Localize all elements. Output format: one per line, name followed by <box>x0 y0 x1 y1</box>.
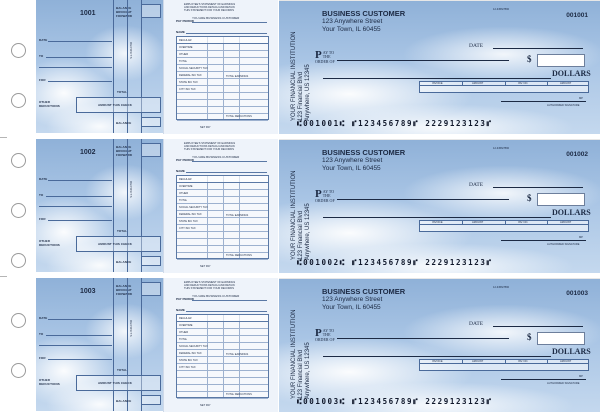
binder-hole <box>11 313 26 328</box>
binder-hole <box>11 253 26 268</box>
amount-box[interactable] <box>537 54 585 67</box>
bank-info: YOUR FINANCIAL INSTITUTION 123 Financial Blvd Anywhere, US 12345 <box>291 170 311 260</box>
payee-field[interactable] <box>337 60 509 61</box>
business-name: BUSINESS CUSTOMER <box>322 287 406 296</box>
invoice-memo-table <box>419 220 589 232</box>
total-deductions-label: TOTAL DEDUCTIONS <box>226 115 252 118</box>
business-name: BUSINESS CUSTOMER <box>322 9 406 18</box>
net-pay-label: NET PAY <box>200 404 211 407</box>
earnings-rows <box>177 37 268 121</box>
name-label: NAME <box>176 30 185 34</box>
check-number: 001002 <box>566 151 588 158</box>
earnings-row: REGULAR <box>177 176 268 183</box>
earnings-voucher <box>163 0 278 134</box>
other-deductions-label: OTHER DEDUCTIONS <box>39 100 60 108</box>
signature-field[interactable] <box>501 379 586 380</box>
dollars-label: DOLLARS <box>552 69 591 78</box>
stub-to-line <box>46 335 112 336</box>
business-address-2: Your Town, IL 60455 <box>322 165 381 172</box>
stub-to-label: TO <box>39 193 44 197</box>
perforation-mark <box>0 137 7 138</box>
earnings-row: OVERTIME <box>177 183 268 190</box>
stub-date-line <box>48 41 112 42</box>
pay-to-label: P AY TO THE ORDER OF <box>315 49 335 64</box>
micr-line: ⑆001001⑆ ⑈123456789⑈ 2229123123⑈ <box>297 119 493 128</box>
deposits-label: DEPOSITS <box>129 320 133 337</box>
check-stub <box>36 0 163 134</box>
stub-balance-label: BALANCE <box>116 121 132 125</box>
amount-col: AMOUNT <box>472 82 484 85</box>
earnings-row <box>177 246 268 253</box>
earnings-voucher <box>163 139 278 273</box>
earnings-row: SOCIAL SECURITY TAX <box>177 204 268 211</box>
routing-fraction: 12-3456/7890 <box>493 147 510 150</box>
inv-no-col: INV. NO. <box>518 221 529 224</box>
stub-column-divider <box>127 139 128 272</box>
business-address-2: Your Town, IL 60455 <box>322 26 381 33</box>
total-deductions-label: TOTAL DEDUCTIONS <box>226 254 252 257</box>
earnings-row: OVERTIME <box>177 322 268 329</box>
earnings-row <box>177 100 268 107</box>
earnings-row <box>177 253 268 260</box>
routing-fraction: 12-3456/7890 <box>493 286 510 289</box>
business-name: BUSINESS CUSTOMER <box>322 148 406 157</box>
stub-date-line <box>48 180 112 181</box>
binder-hole <box>11 363 26 378</box>
stub-total-label: TOTAL <box>117 229 128 233</box>
stub-column-divider <box>113 139 114 272</box>
binder-hole <box>11 153 26 168</box>
pay-period-label: PAY PERIOD <box>176 19 194 23</box>
stub-for-label: FOR <box>39 356 46 360</box>
stub-balance-box[interactable] <box>141 117 161 127</box>
stub-to-label: TO <box>39 332 44 336</box>
amt-col: AMOUNT <box>560 360 572 363</box>
check-stub <box>36 139 163 273</box>
balance-brought-box[interactable] <box>141 4 161 18</box>
earnings-row: OTHER <box>177 190 268 197</box>
amount-box[interactable] <box>537 332 585 345</box>
business-check <box>279 139 600 273</box>
stub-date-label: DATE <box>39 38 48 42</box>
pay-period-line <box>192 22 267 23</box>
inv-no-col: INV. NO. <box>518 360 529 363</box>
earnings-row <box>177 232 268 239</box>
earnings-row: OVERTIME <box>177 44 268 51</box>
bank-info: YOUR FINANCIAL INSTITUTION 123 Financial Blvd Anywhere, US 12345 <box>291 309 311 399</box>
inv-no-col: INV. NO. <box>518 82 529 85</box>
business-customer-label: YOU ARE BUSINESS CUSTOMER <box>192 16 240 20</box>
invoice-col: INVOICE <box>432 221 443 224</box>
stub-for-line <box>48 81 112 82</box>
perforation-mark <box>0 276 7 277</box>
stub-column-divider <box>141 0 142 133</box>
earnings-row: OTHER <box>177 51 268 58</box>
voucher-notice: EMPLOYEE'S STATEMENT OF EARNINGS AND DEDUCTIONS DETACH AND RETAIN THIS STATEMENT FOR YOUR RECORDS <box>184 3 236 12</box>
earnings-row: CITY INC TAX <box>177 225 268 232</box>
stub-number: 1001 <box>80 10 96 17</box>
invoice-col: INVOICE <box>432 360 443 363</box>
name-line <box>186 311 267 312</box>
signature-field[interactable] <box>501 240 586 241</box>
stub-for-label: FOR <box>39 217 46 221</box>
mp-mark: MP <box>579 236 583 239</box>
check-date-field[interactable] <box>493 326 583 327</box>
earnings-table <box>176 314 269 398</box>
pay-period-label: PAY PERIOD <box>176 158 194 162</box>
amount-this-check-label: AMOUNT THIS CHECK <box>98 381 133 385</box>
business-customer-label: YOU ARE BUSINESS CUSTOMER <box>192 155 240 159</box>
balance-brought-label: BALANCE BROUGHT FORWARD <box>116 145 133 157</box>
check-number: 001001 <box>566 12 588 19</box>
earnings-row: FEDERAL INC TAX <box>177 350 268 357</box>
check-date-field[interactable] <box>493 48 583 49</box>
signature-field[interactable] <box>501 101 586 102</box>
balance-brought-box[interactable] <box>141 282 161 296</box>
earnings-table <box>176 36 269 120</box>
earnings-row: SOCIAL SECURITY TAX <box>177 343 268 350</box>
earnings-row: TOTAL <box>177 197 268 204</box>
check-date-label: DATE <box>469 43 484 49</box>
amount-this-check-label: AMOUNT THIS CHECK <box>98 103 133 107</box>
earnings-row: STATE INC TAX <box>177 218 268 225</box>
amt-col: AMOUNT <box>560 221 572 224</box>
pay-period-label: PAY PERIOD <box>176 297 194 301</box>
amount-col: AMOUNT <box>472 221 484 224</box>
binder-hole <box>11 203 26 218</box>
check-date-field[interactable] <box>493 187 583 188</box>
mp-mark: MP <box>579 97 583 100</box>
earnings-row: STATE INC TAX <box>177 357 268 364</box>
earnings-row: STATE INC TAX <box>177 79 268 86</box>
micr-line: ⑆001003⑆ ⑈123456789⑈ 2229123123⑈ <box>297 397 493 406</box>
stub-balance-label: BALANCE <box>116 399 132 403</box>
authorized-signature-label: AUTHORIZED SIGNATURE <box>547 243 580 246</box>
pay-period-line <box>192 161 267 162</box>
balance-brought-label: BALANCE BROUGHT FORWARD <box>116 6 133 18</box>
stub-date-line <box>48 319 112 320</box>
total-earnings-label: TOTAL EARNINGS <box>226 353 249 356</box>
business-address-1: 123 Anywhere Street <box>322 157 383 164</box>
bank-info: YOUR FINANCIAL INSTITUTION 123 Financial Blvd Anywhere, US 12345 <box>291 31 311 121</box>
stub-to-line <box>46 196 112 197</box>
routing-fraction: 12-3456/7890 <box>493 8 510 11</box>
business-address-1: 123 Anywhere Street <box>322 18 383 25</box>
invoice-memo-table <box>419 359 589 371</box>
amt-col: AMOUNT <box>560 82 572 85</box>
earnings-rows <box>177 176 268 260</box>
dollar-sign: $ <box>527 332 532 342</box>
business-check <box>279 278 600 412</box>
stub-number: 1002 <box>80 149 96 156</box>
authorized-signature-label: AUTHORIZED SIGNATURE <box>547 104 580 107</box>
stub-total-label: TOTAL <box>117 90 128 94</box>
authorized-signature-label: AUTHORIZED SIGNATURE <box>547 382 580 385</box>
business-address-1: 123 Anywhere Street <box>322 296 383 303</box>
stub-to-line-2 <box>39 206 112 207</box>
earnings-row: REGULAR <box>177 315 268 322</box>
stub-date-label: DATE <box>39 177 48 181</box>
balance-brought-box[interactable] <box>141 143 161 157</box>
stub-column-divider <box>127 0 128 133</box>
earnings-row: TOTAL <box>177 58 268 65</box>
earnings-row: CITY INC TAX <box>177 86 268 93</box>
stub-column-divider <box>113 0 114 133</box>
stub-column-divider <box>141 139 142 272</box>
earnings-row <box>177 114 268 121</box>
stub-balance-box[interactable] <box>141 395 161 405</box>
earnings-row: TOTAL <box>177 336 268 343</box>
voucher-notice: EMPLOYEE'S STATEMENT OF EARNINGS AND DEDUCTIONS DETACH AND RETAIN THIS STATEMENT FOR YOUR RECORDS <box>184 142 236 151</box>
earnings-row: SOCIAL SECURITY TAX <box>177 65 268 72</box>
name-label: NAME <box>176 169 185 173</box>
amount-box[interactable] <box>537 193 585 206</box>
dollar-sign: $ <box>527 54 532 64</box>
payee-field[interactable] <box>337 338 509 339</box>
amount-col: AMOUNT <box>472 360 484 363</box>
balance-brought-label: BALANCE BROUGHT FORWARD <box>116 284 133 296</box>
name-line <box>186 33 267 34</box>
earnings-row <box>177 371 268 378</box>
business-address-2: Your Town, IL 60455 <box>322 304 381 311</box>
stub-for-line <box>48 359 112 360</box>
earnings-row: REGULAR <box>177 37 268 44</box>
dollars-label: DOLLARS <box>552 347 591 356</box>
micr-line: ⑆001002⑆ ⑈123456789⑈ 2229123123⑈ <box>297 258 493 267</box>
pay-period-line <box>192 300 267 301</box>
check-stub <box>36 278 163 412</box>
pay-to-label: P AY TO THE ORDER OF <box>315 188 335 203</box>
check-date-label: DATE <box>469 182 484 188</box>
dollar-sign: $ <box>527 193 532 203</box>
other-deductions-label: OTHER DEDUCTIONS <box>39 378 60 386</box>
stub-column-divider <box>141 278 142 411</box>
stub-for-label: FOR <box>39 78 46 82</box>
mp-mark: MP <box>579 375 583 378</box>
stub-to-line <box>46 57 112 58</box>
stub-number: 1003 <box>80 288 96 295</box>
amount-this-check-label: AMOUNT THIS CHECK <box>98 242 133 246</box>
total-deductions-label: TOTAL DEDUCTIONS <box>226 393 252 396</box>
earnings-row <box>177 385 268 392</box>
earnings-row: FEDERAL INC TAX <box>177 211 268 218</box>
invoice-memo-table <box>419 81 589 93</box>
written-amount-field[interactable] <box>323 217 551 218</box>
business-customer-label: YOU ARE BUSINESS CUSTOMER <box>192 294 240 298</box>
deposits-label: DEPOSITS <box>129 42 133 59</box>
other-deductions-label: OTHER DEDUCTIONS <box>39 239 60 247</box>
pay-to-label: P AY TO THE ORDER OF <box>315 327 335 342</box>
stub-to-line-2 <box>39 67 112 68</box>
earnings-row <box>177 239 268 246</box>
earnings-rows <box>177 315 268 399</box>
written-amount-field[interactable] <box>323 78 551 79</box>
voucher-notice: EMPLOYEE'S STATEMENT OF EARNINGS AND DEDUCTIONS DETACH AND RETAIN THIS STATEMENT FOR YOUR RECORDS <box>184 281 236 290</box>
name-label: NAME <box>176 308 185 312</box>
stub-total-label: TOTAL <box>117 368 128 372</box>
earnings-voucher <box>163 278 278 412</box>
stub-balance-box[interactable] <box>141 256 161 266</box>
stub-for-line <box>48 220 112 221</box>
earnings-table <box>176 175 269 259</box>
earnings-row: CITY INC TAX <box>177 364 268 371</box>
earnings-row <box>177 378 268 385</box>
net-pay-label: NET PAY <box>200 126 211 129</box>
earnings-row <box>177 107 268 114</box>
check-number: 001003 <box>566 290 588 297</box>
total-earnings-label: TOTAL EARNINGS <box>226 75 249 78</box>
dollars-label: DOLLARS <box>552 208 591 217</box>
binder-strip <box>0 0 36 416</box>
check-date-label: DATE <box>469 321 484 327</box>
total-earnings-label: TOTAL EARNINGS <box>226 214 249 217</box>
invoice-col: INVOICE <box>432 82 443 85</box>
stub-column-divider <box>127 278 128 411</box>
stub-balance-label: BALANCE <box>116 260 132 264</box>
earnings-row <box>177 93 268 100</box>
binder-hole <box>11 43 26 58</box>
net-pay-label: NET PAY <box>200 265 211 268</box>
earnings-row: OTHER <box>177 329 268 336</box>
name-line <box>186 172 267 173</box>
stub-column-divider <box>113 278 114 411</box>
stub-to-line-2 <box>39 345 112 346</box>
stub-date-label: DATE <box>39 316 48 320</box>
earnings-row <box>177 392 268 399</box>
deposits-label: DEPOSITS <box>129 181 133 198</box>
binder-hole <box>11 93 26 108</box>
earnings-row: FEDERAL INC TAX <box>177 72 268 79</box>
stub-to-label: TO <box>39 54 44 58</box>
business-check <box>279 0 600 134</box>
written-amount-field[interactable] <box>323 356 551 357</box>
payee-field[interactable] <box>337 199 509 200</box>
